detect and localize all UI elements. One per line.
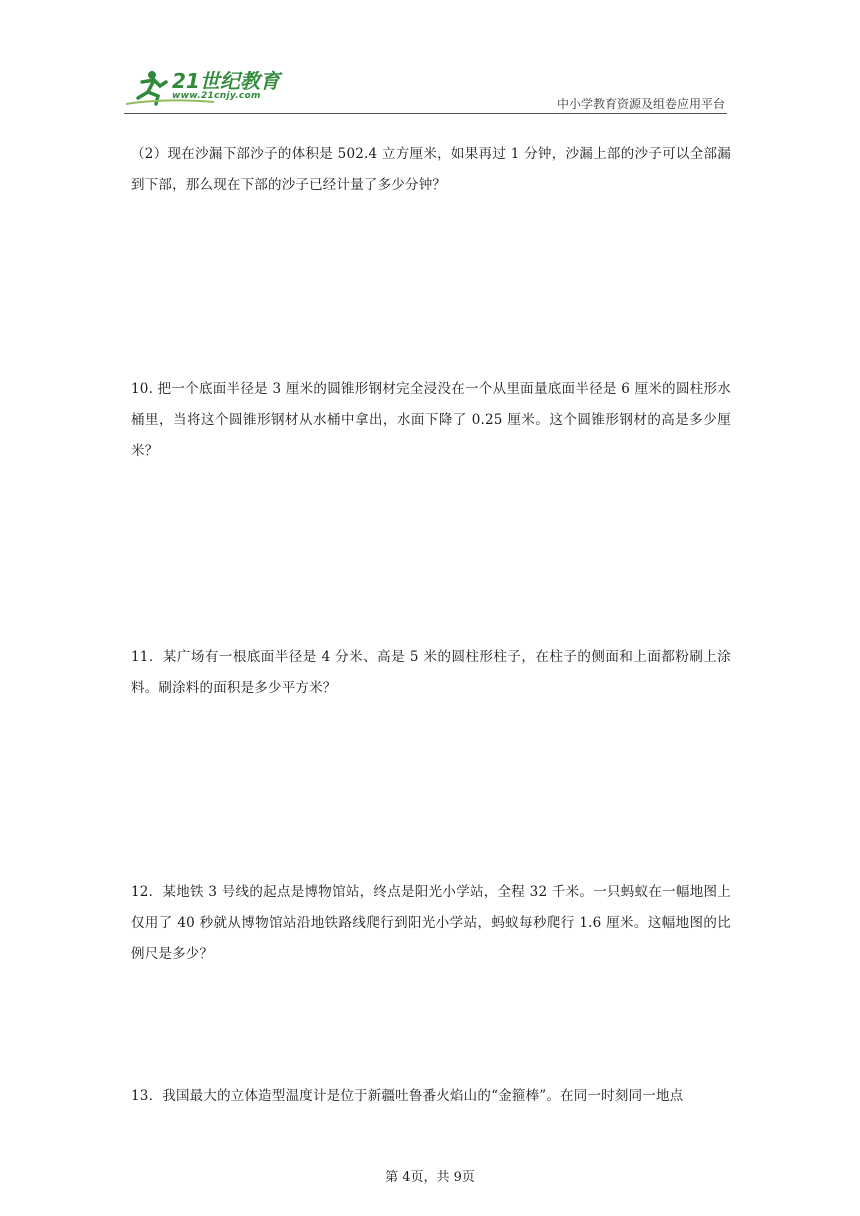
question-10: 10. 把一个底面半径是 3 厘米的圆锥形钢材完全浸没在一个从里面量底面半径是 6 厘米的圆柱形水桶里，当将这个圆锥形钢材从水桶中拿出，水面下降了 0.25 厘米。这个圆锥形钢材的高是多少厘米？ — [131, 381, 731, 459]
logo-text: 21世纪教育 — [172, 69, 280, 93]
question-11: 11．某广场有一根底面半径是 4 分米、高是 5 米的圆柱形柱子，在柱子的侧面和上面都粉刷上涂料。刷涂料的面积是多少平方米？ — [131, 649, 731, 696]
page-number: 第 4页，共 9页 — [385, 1170, 475, 1185]
question-13: 13．我国最大的立体造型温度计是位于新疆吐鲁番火焰山的“金箍棒”。在同一时刻同一地点 — [131, 1088, 684, 1104]
question-12: 12．某地铁 3 号线的起点是博物馆站，终点是阳光小学站，全程 32 千米。一只蚂蚁在一幅地图上仅用了 40 秒就从博物馆站沿地铁路线爬行到阳光小学站，蚂蚁每秒爬行 1.6 厘米。这幅地图的比例尺是多少？ — [131, 884, 731, 962]
platform-name: 中小学教育资源及组卷应用平台 — [556, 97, 725, 111]
runner-logo-icon — [124, 64, 304, 110]
header-divider — [124, 113, 727, 114]
logo — [124, 64, 304, 110]
logo-url: www.21cnjy.com — [172, 91, 261, 101]
question-9-part-2: （2）现在沙漏下部沙子的体积是 502.4 立方厘米，如果再过 1 分钟，沙漏上部的沙子可以全部漏到下部，那么现在下部的沙子已经计量了多少分钟？ — [131, 146, 731, 193]
page-header — [124, 64, 727, 114]
